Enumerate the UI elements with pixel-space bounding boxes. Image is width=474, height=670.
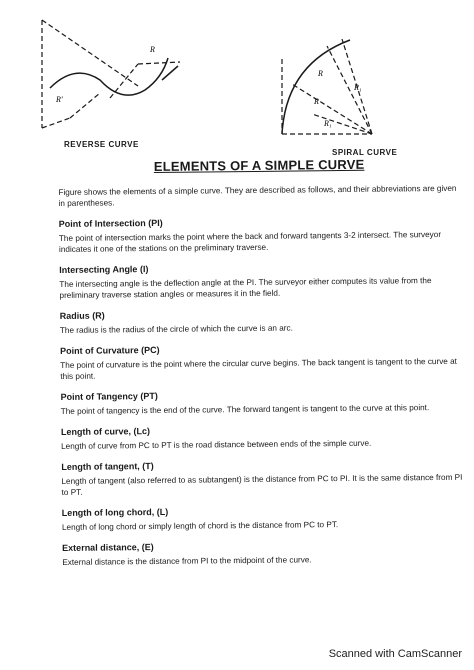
section-heading: Point of Intersection (PI): [58, 217, 163, 229]
section-heading: External distance, (E): [62, 542, 154, 553]
document-body: [58, 148, 464, 574]
section-heading: Intersecting Angle (I): [59, 264, 149, 275]
section-text: The point of curvature is the point where the circular curve begins. The back tangent is tangent to the curve at this point.: [60, 356, 457, 381]
spiral-curve-caption: SPIRAL CURVE: [332, 148, 398, 157]
spiral-curve-figure: [272, 34, 392, 144]
section-heading: Length of tangent, (T): [61, 461, 154, 472]
section-length-of-curve: [61, 423, 463, 452]
section-text: The intersecting angle is the deflection angle at the PI. The surveyor either computes its value from the preliminary traverse station angles or measures it in the field.: [59, 276, 432, 300]
section-point-of-curvature: [60, 342, 462, 382]
section-point-of-intersection: [59, 215, 461, 255]
section-radius: [60, 307, 462, 336]
section-heading: Point of Curvature (PC): [60, 344, 160, 356]
page-title: ELEMENTS OF A SIMPLE CURVE: [153, 156, 365, 174]
reverse-curve-figure: [30, 18, 220, 138]
section-text: The radius is the radius of the circle of which the curve is an arc.: [59, 323, 293, 335]
spiral-curve-label-r1-bottom: R₁: [324, 119, 332, 128]
intro-paragraph: Figure shows the elements of a simple curve. They are described as follows, and their abbreviations are given in parentheses.: [58, 183, 457, 208]
spiral-curve-label-r-top: R: [318, 69, 323, 78]
section-text: The point of tangency is the end of the curve. The forward tangent is tangent to the curve at this point.: [60, 403, 430, 416]
section-text: Length of long chord or simply length of chord is the distance from PC to PT.: [61, 520, 339, 532]
spiral-curve-label-r1-top: R₁: [354, 83, 362, 92]
reverse-curve-label-r: R: [150, 45, 155, 54]
section-intersecting-angle: [59, 261, 461, 301]
section-text: Length of tangent (also referred to as subtangent) is the distance from PC to PI. It is the same distance from PI to PT.: [61, 472, 463, 497]
section-text: The point of intersection marks the point where the back and forward tangents 3-2 intersect. The surveyor indicates it one of the stations on the preliminary traverse.: [58, 229, 442, 254]
reverse-curve-label-r-prime: R': [56, 95, 63, 104]
section-heading: Length of long chord, (L): [61, 506, 169, 518]
section-length-of-tangent: [61, 458, 463, 498]
section-heading: Point of Tangency (PT): [60, 390, 158, 402]
reverse-curve-caption: REVERSE CURVE: [64, 140, 139, 149]
section-heading: Length of curve, (Lc): [60, 426, 150, 437]
scanner-watermark: Scanned with CamScanner: [328, 648, 462, 660]
section-text: Length of curve from PC to PT is the road distance between ends of the simple curve.: [61, 438, 372, 451]
section-point-of-tangency: [61, 388, 463, 417]
section-text: External distance is the distance from PI to the midpoint of the curve.: [62, 555, 312, 567]
section-heading: Radius (R): [59, 310, 105, 321]
spiral-curve-label-r-bottom: R: [314, 97, 319, 106]
section-external-distance: [62, 539, 464, 568]
section-length-of-long-chord: [62, 504, 464, 533]
